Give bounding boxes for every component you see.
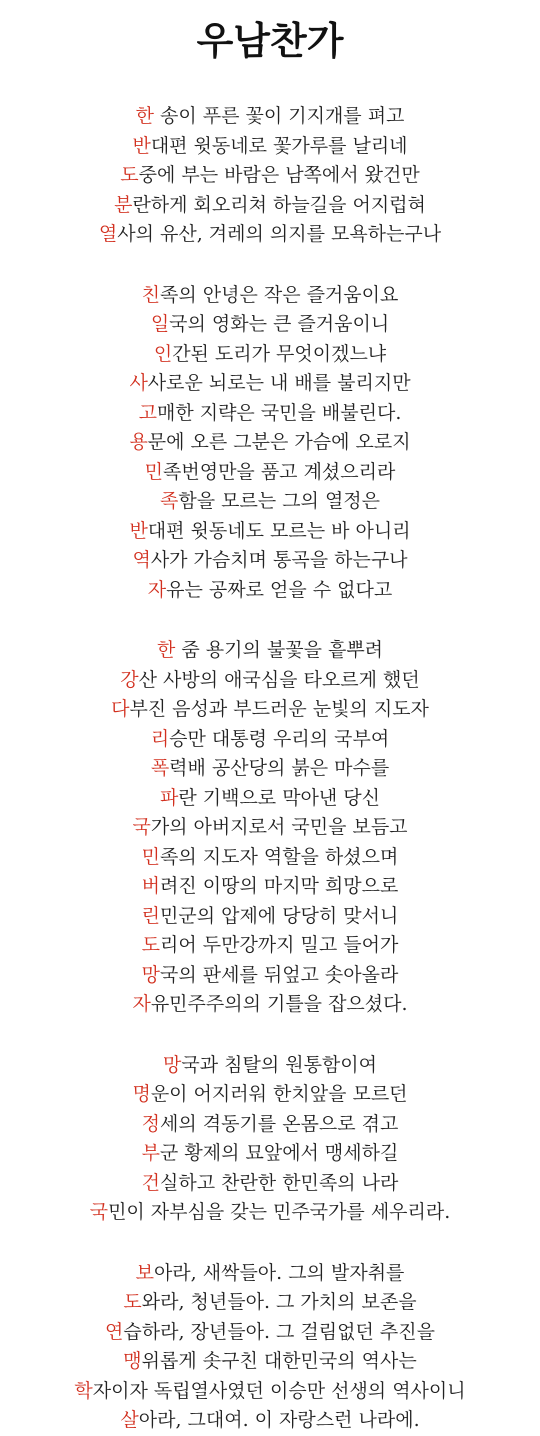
acrostic-initial: 명: [132, 1083, 151, 1105]
line-text: 자이자 독립열사였던 이승만 선생의 역사이니: [92, 1379, 466, 1402]
acrostic-initial: 국: [132, 816, 151, 838]
poem-line: [0, 220, 540, 250]
line-text: 가의 아버지로서 국민을 보듬고: [150, 816, 408, 838]
acrostic-initial: 망: [163, 1053, 182, 1076]
poem-stanza: [0, 1051, 540, 1228]
poem-line: [0, 725, 540, 755]
line-text: 민군의 압제에 당당히 맞서니: [159, 904, 399, 927]
acrostic-initial: 분: [114, 193, 133, 216]
line-text: 리어 두만강까지 밀고 들어가: [159, 934, 399, 956]
acrostic-initial: 국: [89, 1201, 109, 1223]
poem-stanza: [0, 1259, 540, 1436]
acrostic-initial: 반: [129, 519, 148, 542]
poem-line: [0, 458, 540, 488]
line-text: 함을 모르는 그의 열정은: [178, 490, 381, 512]
poem-line: [0, 369, 540, 399]
line-text: 대편 윗동네로 꽃가루를 날리네: [150, 134, 408, 157]
acrostic-initial: 건: [141, 1171, 160, 1194]
acrostic-initial: 파: [159, 786, 179, 809]
acrostic-initial: 다: [111, 698, 130, 720]
poem-line: [0, 1198, 540, 1228]
poem-stanza: [0, 281, 540, 606]
poem-line: [0, 666, 540, 696]
acrostic-initial: 연: [105, 1320, 124, 1343]
line-text: 족의 지도자 역할을 하셨으며: [159, 845, 399, 868]
line-text: 아라, 새싹들아. 그의 발자취를: [153, 1261, 405, 1284]
poem-line: [0, 517, 540, 547]
poem-line: [0, 161, 540, 191]
acrostic-initial: 반: [132, 134, 151, 157]
line-text: 유는 공짜로 얻을 수 없다고: [166, 578, 393, 601]
line-text: 산 사방의 애국심을 타오르게 했던: [138, 668, 420, 691]
poem-line: [0, 1259, 540, 1289]
poem-stanza: [0, 636, 540, 1020]
line-text: 실하고 찬란한 한민족의 나라: [159, 1171, 399, 1194]
acrostic-initial: 부: [141, 1142, 160, 1164]
poem-line: [0, 281, 540, 311]
line-text: 송이 푸른 꽃이 기지개를 펴고: [153, 105, 405, 127]
line-text: 대편 윗동네도 모르는 바 아니리: [147, 519, 411, 542]
line-text: 습하라, 장년들아. 그 걸림없던 추진을: [123, 1320, 435, 1343]
poem-line: [0, 1139, 540, 1169]
poem-line: [0, 1347, 540, 1377]
poem-line: [0, 961, 540, 991]
acrostic-initial: 살: [120, 1409, 139, 1431]
line-text: 줌 용기의 불꽃을 흩뿌려: [175, 639, 384, 661]
acrostic-initial: 린: [141, 904, 160, 927]
line-text: 운이 어지러워 한치앞을 모르던: [150, 1083, 408, 1105]
acrostic-initial: 한: [156, 639, 176, 661]
poem-line: [0, 695, 540, 725]
line-text: 부진 음성과 부드러운 눈빛의 지도자: [129, 698, 429, 720]
poem-line: [0, 487, 540, 517]
acrostic-initial: 용: [129, 431, 148, 453]
poem-line: [0, 872, 540, 902]
poem-line: [0, 636, 540, 666]
poem-line: [0, 191, 540, 221]
poem-line: [0, 102, 540, 132]
poem-line: [0, 546, 540, 576]
acrostic-initial: 폭: [150, 757, 170, 779]
acrostic-initial: 족: [159, 490, 179, 512]
poem-line: [0, 1080, 540, 1110]
poem-line: [0, 902, 540, 932]
line-text: 사가 가슴치며 통곡을 하는구나: [150, 549, 408, 571]
line-text: 군 황제의 묘앞에서 맹세하길: [159, 1142, 399, 1164]
acrostic-initial: 버: [141, 875, 160, 897]
acrostic-initial: 인: [153, 342, 173, 365]
acrostic-initial: 일: [150, 313, 170, 335]
poem-line: [0, 813, 540, 843]
poem-line: [0, 1169, 540, 1199]
poem-line: [0, 754, 540, 784]
poem-line: [0, 1318, 540, 1348]
line-text: 국과 침탈의 원통함이여: [181, 1053, 377, 1076]
poem-line: [0, 1406, 540, 1436]
poem-line: [0, 784, 540, 814]
acrostic-initial: 고: [138, 401, 157, 424]
line-text: 국의 영화는 큰 즐거움이니: [169, 313, 390, 335]
acrostic-initial: 민: [141, 845, 160, 868]
poem-line: [0, 931, 540, 961]
acrostic-initial: 학: [74, 1379, 93, 1402]
line-text: 족의 안녕은 작은 즐거움이요: [159, 283, 399, 306]
acrostic-initial: 한: [135, 105, 154, 127]
poem-line: [0, 132, 540, 162]
acrostic-initial: 열: [98, 223, 118, 245]
acrostic-initial: 도: [120, 164, 139, 186]
acrostic-initial: 역: [132, 549, 151, 571]
poem-line: [0, 310, 540, 340]
line-text: 란 기백으로 막아낸 당신: [178, 786, 381, 809]
acrostic-initial: 친: [141, 283, 160, 306]
line-text: 유민주주의의 기틀을 잡으셨다.: [150, 993, 408, 1015]
line-text: 세의 격동기를 온몸으로 겪고: [159, 1112, 399, 1135]
poem-stanza: [0, 102, 540, 250]
line-text: 려진 이땅의 마지막 희망으로: [159, 875, 399, 897]
line-text: 와라, 청년들아. 그 가치의 보존을: [141, 1291, 417, 1313]
line-text: 아라, 그대여. 이 자랑스런 나라에.: [138, 1409, 420, 1431]
line-text: 문에 오른 그분은 가슴에 오로지: [147, 431, 411, 453]
acrostic-initial: 도: [123, 1291, 142, 1313]
poem-line: [0, 1051, 540, 1081]
line-text: 매한 지략은 국민을 배불린다.: [156, 401, 402, 424]
line-text: 위롭게 솟구친 대한민국의 역사는: [141, 1350, 417, 1372]
poem-line: [0, 576, 540, 606]
poem-line: [0, 399, 540, 429]
line-text: 란하게 회오리쳐 하늘길을 어지럽혀: [132, 193, 426, 216]
acrostic-initial: 보: [135, 1261, 154, 1284]
acrostic-initial: 망: [141, 963, 160, 986]
acrostic-initial: 리: [150, 727, 170, 750]
acrostic-initial: 도: [141, 934, 160, 956]
acrostic-initial: 맹: [123, 1350, 142, 1372]
line-text: 족번영만을 품고 계셨으리라: [163, 460, 396, 483]
line-text: 민이 자부심을 갖는 민주국가를 세우리라.: [108, 1201, 451, 1223]
poem-line: [0, 1288, 540, 1318]
poem-line: [0, 428, 540, 458]
acrostic-initial: 강: [120, 668, 139, 691]
poem-line: [0, 1377, 540, 1407]
line-text: 사로운 뇌로는 내 배를 불리지만: [147, 372, 411, 394]
poem-line: [0, 843, 540, 873]
line-text: 승만 대통령 우리의 국부여: [169, 727, 390, 750]
acrostic-initial: 사: [129, 372, 148, 394]
poem-line: [0, 340, 540, 370]
acrostic-initial: 정: [141, 1112, 160, 1135]
line-text: 간된 도리가 무엇이겠느냐: [172, 342, 387, 365]
acrostic-initial: 자: [132, 993, 151, 1015]
poem-line: [0, 1110, 540, 1140]
poem-title: 우남찬가: [196, 19, 344, 63]
acrostic-initial: 자: [147, 578, 167, 601]
line-text: 중에 부는 바람은 남쪽에서 왔건만: [138, 164, 420, 186]
line-text: 력배 공산당의 붉은 마수를: [169, 757, 390, 779]
acrostic-initial: 민: [144, 460, 164, 483]
poem-line: [0, 990, 540, 1020]
line-text: 사의 유산, 겨레의 의지를 모욕하는구나: [117, 223, 442, 245]
poem-body: [0, 102, 540, 1436]
line-text: 국의 판세를 뒤엎고 솟아올라: [159, 963, 399, 986]
